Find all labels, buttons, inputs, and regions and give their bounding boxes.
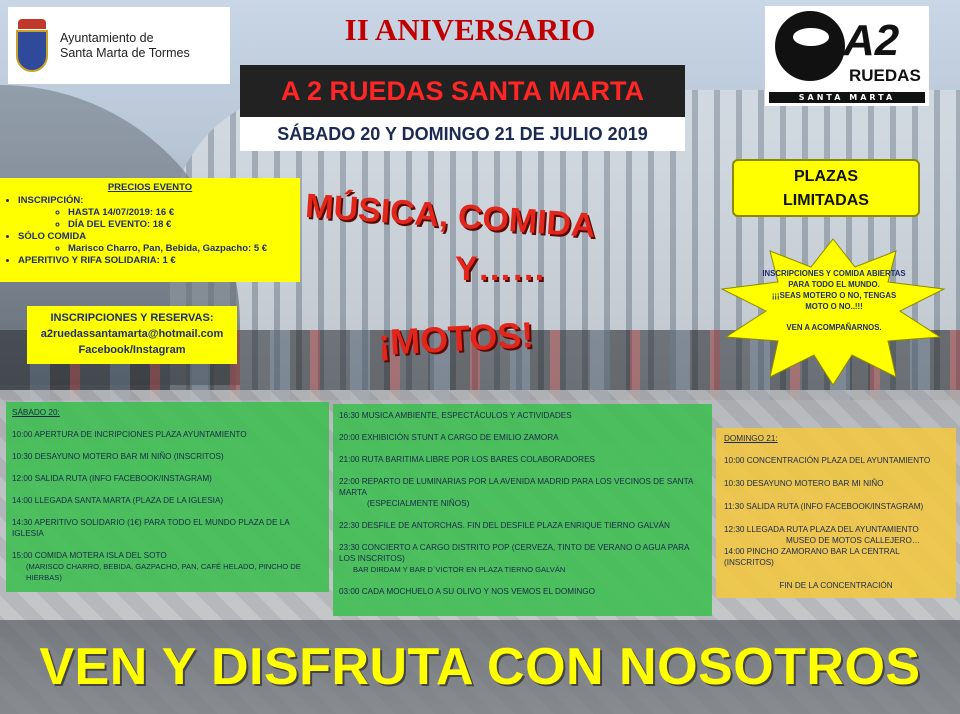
schedule-item: 14:30 APERITIVO SOLIDARIO (1€) PARA TODO EL MUNDO PLAZA DE LA IGLESIA [12,518,290,538]
comida-item: • SÓLO COMIDA ◦ Marisco Charro, Pan, Bebida, Gazpacho: 5 € [18,231,294,254]
evening-schedule [333,404,712,616]
price-food: ◦ Marisco Charro, Pan, Bebida, Gazpacho: 5 € [68,243,294,254]
limited-places-line2: LIMITADAS [783,192,869,209]
club-logo-word: RUEDAS [849,66,921,85]
schedule-item: 10:00 APERTURA DE INCRIPCIONES PLAZA AYUNTAMIENTO [12,430,247,439]
sunday-schedule [716,428,956,598]
ayuntamiento-line1: Ayuntamiento de [60,30,154,45]
limited-places-line1: PLAZAS [794,168,858,185]
schedule-item: FIN DE LA CONCENTRACIÓN [779,581,893,590]
footer-banner [0,620,960,714]
saturday-heading: SÁBADO 20: [12,408,60,417]
schedule-item-detail: (ESPECIALMENTE NIÑOS) [367,499,470,508]
inscripcion-item: • INSCRIPCIÓN: ◦ HASTA 14/07/2019: 16 € ◦ DÍA DEL EVENTO: 18 € [18,195,294,230]
event-name-banner: A 2 RUEDAS SANTA MARTA [240,65,685,117]
price-heading: PRECIOS EVENTO [107,182,193,193]
schedule-item-detail: MUSEO DE MOTOS CALLEJERO… [786,536,921,545]
schedule-item: 12:00 SALIDA RUTA (INFO FACEBOOK/INSTAGRAM) [12,474,212,483]
price-aperitivo: • APERITIVO Y RIFA SOLIDARIA: 1 € [18,255,294,266]
schedule-item-detail: (MARISCO CHARRO, BEBIDA, GAZPACHO, PAN, CAFÉ HELADO, PINCHO DE HIERBAS) [26,562,301,582]
slogan-line3: ¡MOTOS! [377,313,535,364]
club-logo-number: A2 [843,16,900,65]
star-message: INSCRIPCIONES Y COMIDA ABIERTAS PARA TODO EL MUNDO. ¡¡¡SEAS MOTERO O NO, TENGAS MOTO O NO..!!! VEN A ACOMPAÑARNOS. [762,269,906,332]
schedule-item: 23:30 CONCIERTO A CARGO DISTRITO POP (CERVEZA, TINTO DE VERANO O AGUA PARA LOS INSCRITOS) BAR DIRDAM Y BAR D´VICTOR EN PLAZA TIERNO GALVÁN [339,542,706,575]
footer-slogan: VEN Y DISFRUTA CON NOSOTROS [39,638,921,696]
schedule-item: 10:30 DESAYUNO MOTERO BAR MI NIÑO [724,479,884,488]
schedule-item: 03:00 CADA MOCHUELO A SU OLIVO Y NOS VEMOS EL DOMINGO [339,587,596,596]
ayuntamiento-logo [8,7,230,84]
schedule-item: 14:00 LLEGADA SANTA MARTA (PLAZA DE LA IGLESIA) [12,496,224,505]
schedule-item: 14:00 PINCHO ZAMORANO BAR LA CENTRAL (INSCRITOS) [724,547,900,567]
ayuntamiento-name [60,31,190,61]
schedule-item: 15:00 COMIDA MOTERA ISLA DEL SOTO (MARISCO CHARRO, BEBIDA, GAZPACHO, PAN, CAFÉ HELADO, PINCHO DE HIERBAS) [12,550,323,583]
registration-social[interactable]: Facebook/Instagram [78,344,186,356]
schedule-item: 16:30 MUSICA AMBIENTE, ESPECTÁCULOS Y ACTIVIDADES [339,411,572,420]
club-logo-band: SANTA MARTA [769,92,925,103]
schedule-item: 22:00 REPARTO DE LUMINARIAS POR LA AVENIDA MADRID PARA LOS VECINOS DE SANTA MARTA (ESPECIALMENTE NIÑOS) [339,476,706,509]
registration-email[interactable]: a2ruedassantamarta@hotmail.com [40,328,224,340]
club-logo [765,6,929,106]
schedule-item-detail: BAR DIRDAM Y BAR D´VICTOR EN PLAZA TIERNO GALVÁN [353,565,566,574]
anniversary-title: II ANIVERSARIO [344,12,596,47]
registration-box [27,306,237,364]
schedule-item: 10:30 DESAYUNO MOTERO BAR MI NIÑO (INSCRITOS) [12,452,224,461]
helmet-icon [775,11,845,81]
sunday-heading: DOMINGO 21: [724,434,778,443]
coat-of-arms-icon [14,19,50,73]
schedule-item: 11:30 SALIDA RUTA (INFO FACEBOOK/INSTAGRAM) [724,502,924,511]
event-dates-banner: SÁBADO 20 Y DOMINGO 21 DE JULIO 2019 [240,117,685,151]
ayuntamiento-line2: Santa Marta de Tormes [60,45,190,60]
slogan-line1: MÚSICA, COMIDA [304,186,597,246]
price-early: ◦ HASTA 14/07/2019: 16 € [68,207,294,218]
schedule-item: 21:00 RUTA BARITIMA LIBRE POR LOS BARES COLABORADORES [339,455,596,464]
schedule-item: 22:30 DESFILE DE ANTORCHAS. FIN DEL DESFILE PLAZA ENRIQUE TIERNO GALVÁN [339,521,670,530]
limited-places-box [732,159,920,217]
registration-heading: INSCRIPCIONES Y RESERVAS: [50,312,214,324]
price-box [0,178,300,282]
saturday-schedule [6,402,329,592]
price-day: ◦ DÍA DEL EVENTO: 18 € [68,219,294,230]
schedule-item: 12:30 LLEGADA RUTA PLAZA DEL AYUNTAMIENTO MUSEO DE MOTOS CALLEJERO… [724,524,948,546]
schedule-item: 20:00 EXHIBICIÓN STUNT A CARGO DE EMILIO ZAMORA [339,433,559,442]
schedule-item: 10:00 CONCENTRACIÓN PLAZA DEL AYUNTAMIENTO [724,456,931,465]
slogan-line2: Y…… [455,250,546,288]
